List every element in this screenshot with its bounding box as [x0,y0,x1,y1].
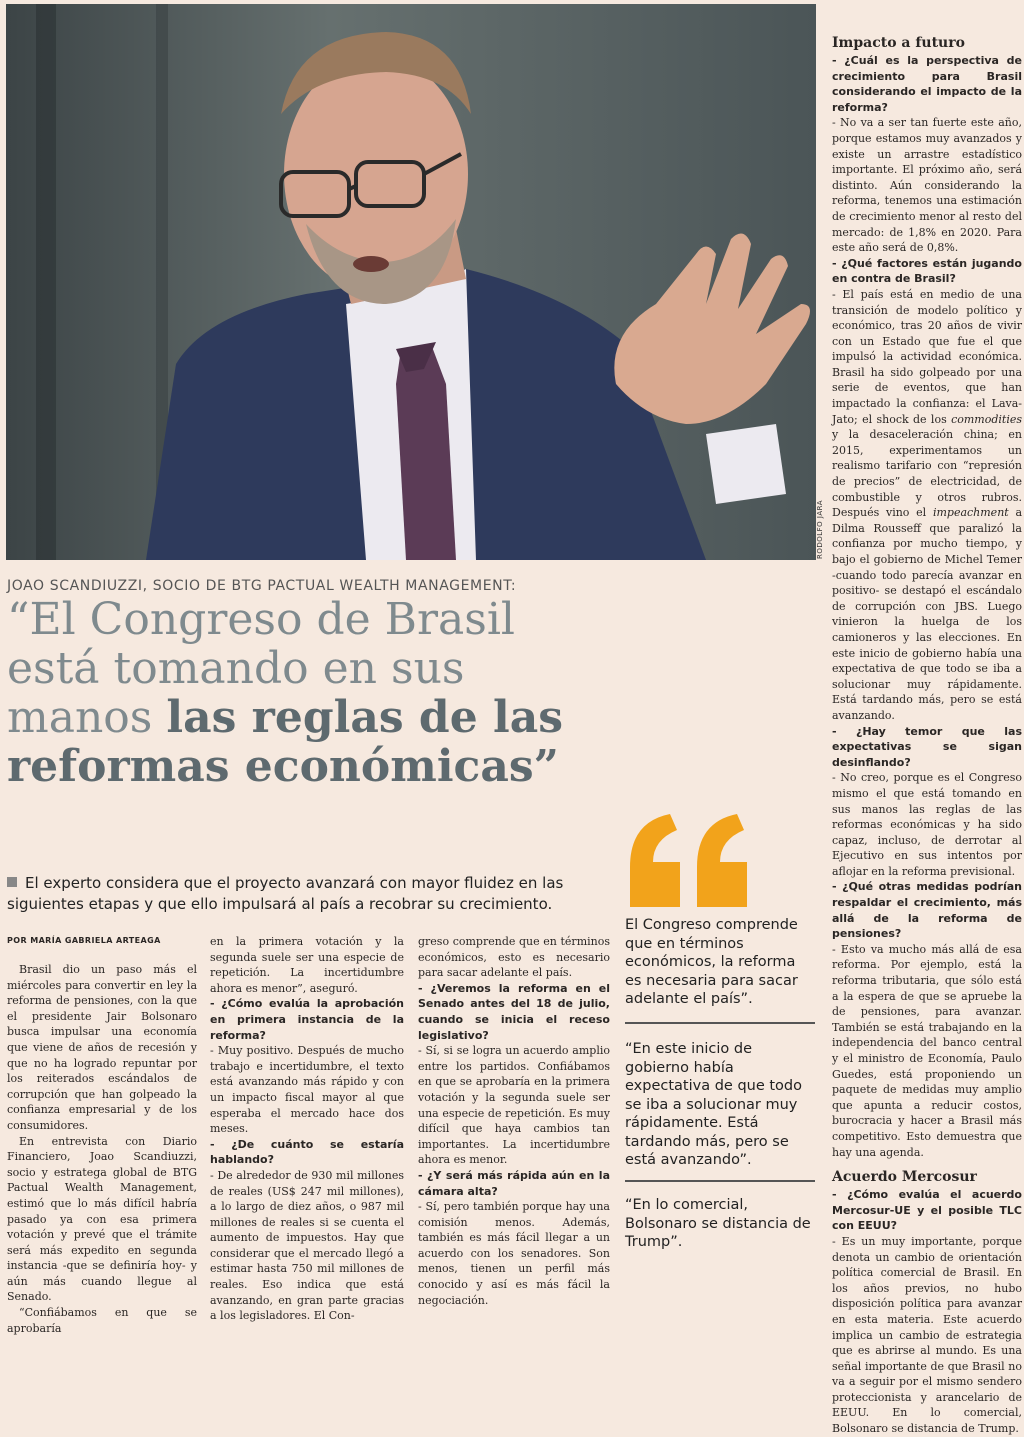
headline-light-text: manos [7,692,167,743]
paragraph: En entrevista con Diario Financiero, Joao Scandiuzzi, socio y estratega global de BTG Pactual Wealth Management, estimó que lo más difícil habría pasado ya con esa primera votación y prevé que el trámite será más expedito en segunda instancia -que se definiría hoy- y aún más cuando llegue al Senado. [7,1134,197,1304]
paragraph: greso comprende que en términos económicos, esto es necesario para sacar adelante el país. [418,935,610,980]
interview-question: - ¿Qué otras medidas podrían respaldar el crecimiento, más allá de la reforma de pensiones? [832,880,1022,941]
pull-quote: El Congreso comprende que en términos económicos, la reforma es necesaria para sacar adelante el país”. [625,917,798,1007]
answer-text: y la desaceleración china; en 2015, experimentamos un realismo tarifario con “represión de precios” de electricidad, de combustible y otros rubros. Después vino el [832,428,1022,520]
article-kicker: JOAO SCANDIUZZI, SOCIO DE BTG PACTUAL WEALTH MANAGEMENT: [7,578,517,594]
headline-bold-text: las reglas de las [166,692,564,743]
interview-answer [832,287,1022,724]
interview-answer: - Sí, si se logra un acuerdo amplio entre los partidos. Confiábamos en que se aprobaría en la primera votación y la segunda suele ser una especie de repetición. Es muy difícil que haya cambios tan importantes. La incertidumbre ahora es menor. [418,1044,610,1167]
answer-italic-text: commodities [951,412,1022,426]
interview-answer: - Esto va mucho más allá de esa reforma. Por ejemplo, está la reforma tributaria, que sólo está a la espera de que se apruebe la de pensiones, para avanzar. También se está trabajando en la independencia del banco central y el ministro de Economía, Paulo Guedes, está proponiendo un paquete de medidas muy amplio que apunta a reducir costos, burocracia y hacer a Brasil más competitivo. Esto demuestra que hay una agenda. [832,942,1022,1159]
divider [625,1022,815,1024]
interview-answer: - De alrededor de 930 mil millones de reales (US$ 247 mil millones), a lo largo de diez años, o 987 mil millones de reales si se cuenta el aumento de impuestos. Hay que considerar que el mercado llegó a estimar hasta 750 mil millones de reales. Eso indica que está avanzando, en gran parte gracias a los legisladores. El Con- [210,1168,404,1323]
interview-answer: - Muy positivo. Después de mucho trabajo e incertidumbre, el texto está avanzando más rápido y con un impacto fiscal mayor al que esperaba el mercado hace dos meses. [210,1044,404,1136]
byline: POR MARÍA GABRIELA ARTEAGA [7,936,161,945]
divider [625,1180,815,1182]
interview-question: - ¿Y será más rápida aún en la cámara alta? [418,1168,610,1198]
photo-credit: RODOLFO JARA [816,500,824,560]
interview-question: - ¿Cuál es la perspectiva de crecimiento para Brasil considerando el impacto de la reforma? [832,54,1022,114]
square-bullet-icon [7,877,17,887]
portrait-photo [6,4,816,560]
paragraph: “Confiábamos en que se aprobaría [7,1306,197,1335]
interview-question: - ¿Qué factores están jugando en contra de Brasil? [832,256,1022,286]
interview-question: - ¿Cómo evalúa el acuerdo Mercosur-UE y el posible TLC con EEUU? [832,1188,1022,1233]
interview-question: - ¿De cuánto se estaría hablando? [210,1137,404,1167]
interview-answer: - Sí, pero también porque hay una comisión menos. Además, también es más fácil llegar a un acuerdo con los senadores. Son menos, tienen un perfil más conocido y así es más fácil la negociación. [418,1200,610,1307]
answer-text: a Dilma Rousseff que paralizó la confianza por mucho tiempo, y bajo el gobierno de Michel Temer -cuando todo parecía avanzar en positivo- se destapó el escándalo de corrupción con JBS. Luego vinieron la huelga de los camioneros y las elecciones. En este inicio de gobierno había una expectativa de que todo se iba a solucionar muy rápidamente. Está tardando más, pero se está avanzando. [832,506,1022,722]
headline-line [7,693,812,742]
headline-line: “El Congreso de Brasil [7,594,515,645]
pull-quote: “En lo comercial, Bolsonaro se distancia de Trump”. [625,1197,811,1250]
headline-bold-text: reformas económicas” [7,741,559,792]
pull-quote: “En este inicio de gobierno había expectativa de que todo se iba a solucionar muy rápidamente. Está tardando más, pero se está avanzando”. [625,1041,802,1168]
article-column-1 [7,962,197,1336]
paragraph: en la primera votación y la segunda suele ser una especie de repetición. La incertidumbre ahora es menor”, aseguró. [210,935,404,995]
section-heading: Acuerdo Mercosur [832,1169,977,1186]
headline-line: está tomando en sus [7,643,465,694]
answer-text: - El país está en medio de una transición de modelo político y económico, tras 20 años de vivir con un Estado que fue el que impulsó la actividad económica. Brasil ha sido golpeado por una serie de eventos, que han impactado la confianza: el Lava-Jato; el shock de los [832,287,1022,426]
article-column-3 [418,934,610,1308]
interview-answer: - No va a ser tan fuerte este año, porque estamos muy avanzados y existe un arrastre estadístico importante. El próximo año, será distinto. Aún considerando la reforma, tenemos una estimación de crecimiento menor al resto del mercado: de 1,8% en 2020. Para este año será de 0,8%. [832,116,1022,255]
interview-question: - ¿Hay temor que las expectativas se sigan desinflando? [832,724,1022,769]
article-deck [7,873,602,915]
headline-line [7,742,812,791]
deck-text: El experto considera que el proyecto avanzará con mayor fluidez en las siguientes etapas y que ello impulsará al país a recobrar su crecimiento. [7,874,564,913]
man-in-suit-illustration [6,4,816,560]
answer-italic-text: impeachment [932,506,1009,520]
interview-answer: - No creo, porque es el Congreso mismo el que está tomando en sus manos las reglas de las reformas económicas y ha sido capaz, incluso, de derrotar al Ejecutivo en sus intentos por aflojar en la reforma previsional. [832,771,1022,878]
interview-question: - ¿Cómo evalúa la aprobación en primera instancia de la reforma? [210,997,404,1042]
quote-mark-icon [625,812,755,912]
article-column-2 [210,934,404,1324]
section-heading: Impacto a futuro [832,35,965,51]
interview-question: - ¿Veremos la reforma en el Senado antes del 18 de julio, cuando se inicia el receso legislativo? [418,981,610,1042]
paragraph: Brasil dio un paso más el miércoles para convertir en ley la reforma de pensiones, con la que el presidente Jair Bolsonaro busca impulsar una economía que viene de años de recesión y que no ha logrado repuntar por los reiterados escándalos de corrupción que han golpeado la confianza empresarial y de los consumidores. [7,963,197,1132]
article-headline [7,595,812,791]
article-column-right [832,34,1022,1437]
interview-answer: - Es un muy importante, porque denota un cambio de orientación política comercial de Brasil. En los años previos, no hubo disposición política para avanzar en esta materia. Este acuerdo implica un cambio de estrategia que es abrirse al mundo. Es una señal importante de que Brasil no va a seguir por el mismo sendero proteccionista y arancelario de EEUU. En lo comercial, Bolsonaro se distancia de Trump. [832,1234,1022,1436]
